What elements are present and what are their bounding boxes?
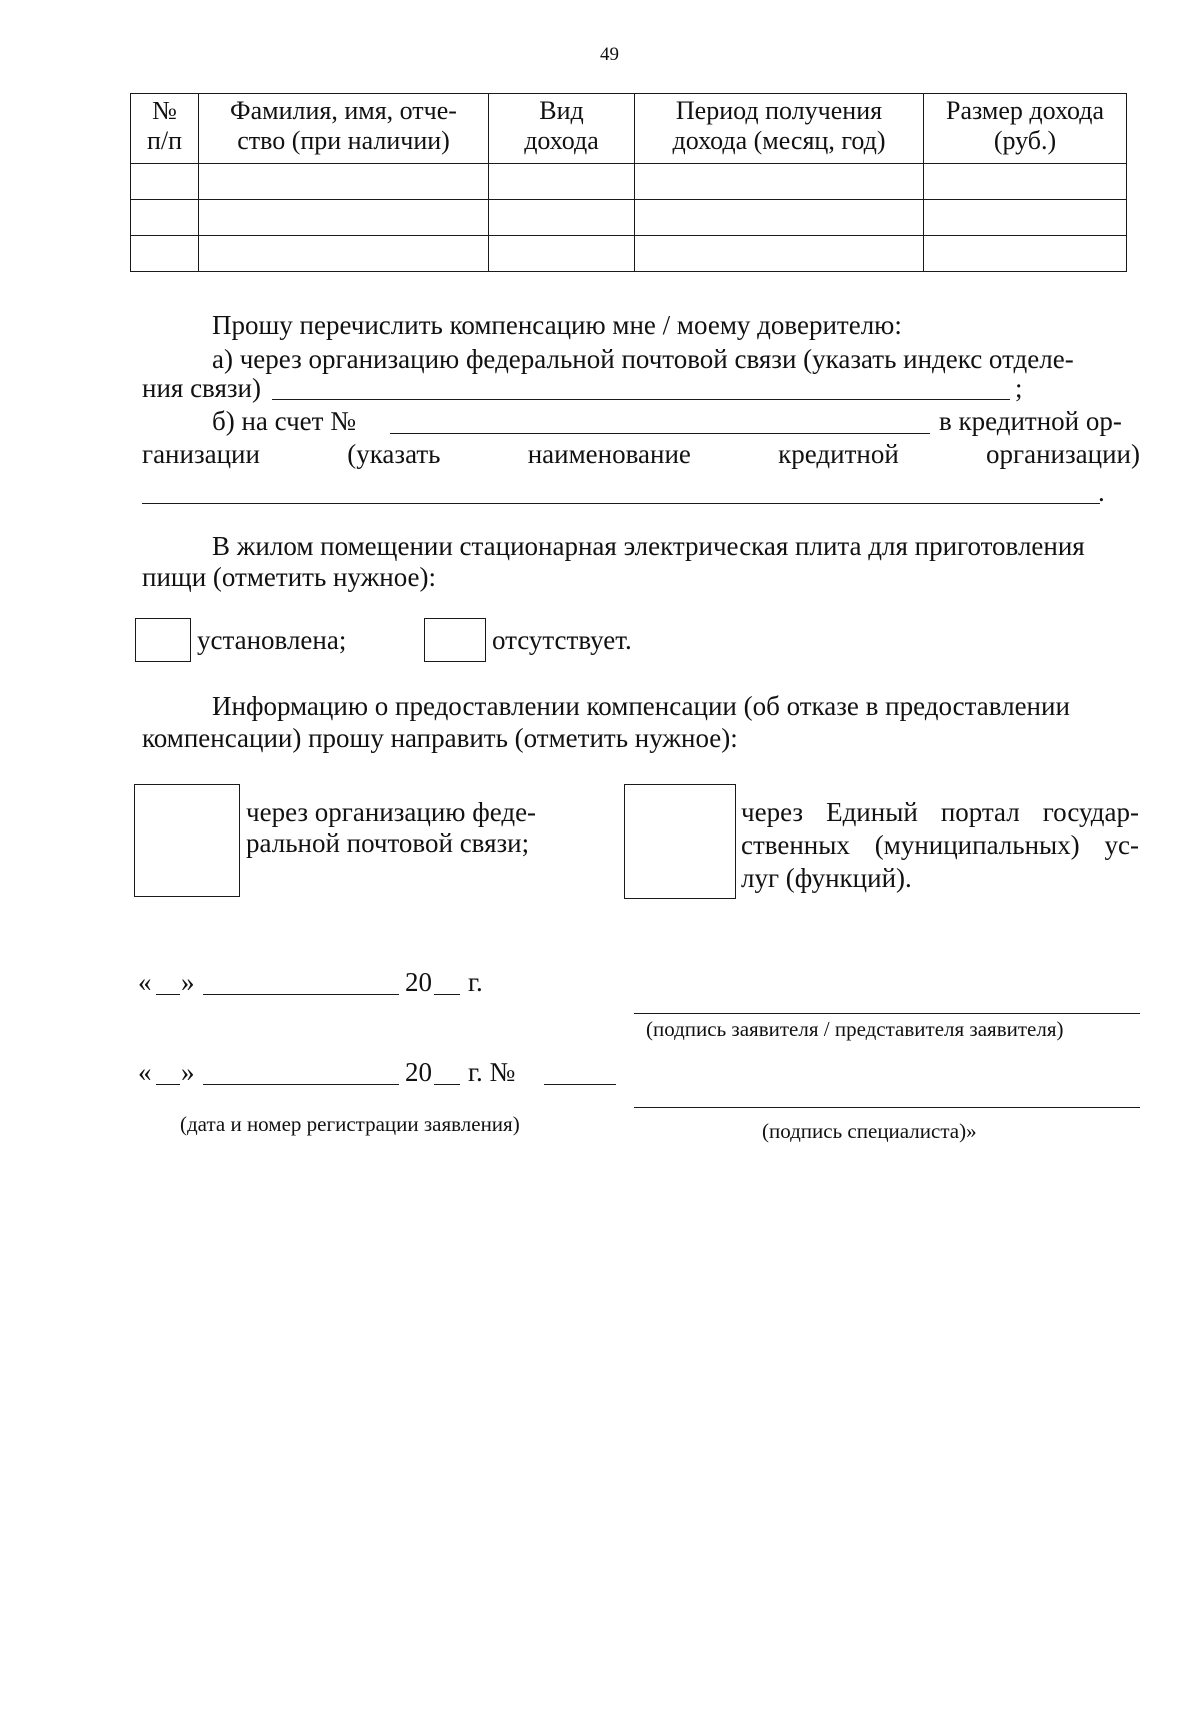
registration-number-label: г. №	[468, 1057, 516, 1087]
transfer-intro: Прошу перечислить компенсацию мне / моему доверителю:	[212, 310, 902, 340]
registration-caption: (дата и номер регистрации заявления)	[180, 1112, 520, 1136]
registration-number-field[interactable]	[544, 1084, 616, 1085]
stove-installed-label: установлена;	[197, 625, 347, 655]
stove-question: В жилом помещении стационарная электрическая плита для приготовления	[212, 531, 1085, 561]
notify-post-checkbox[interactable]	[134, 784, 240, 897]
registration-year-prefix: 20	[405, 1057, 432, 1087]
table-row	[131, 200, 1127, 236]
table-cell[interactable]	[924, 164, 1127, 200]
post-index-field[interactable]	[272, 399, 1010, 400]
table-row	[131, 236, 1127, 272]
application-year-prefix: 20	[405, 967, 432, 997]
stove-installed-checkbox[interactable]	[135, 618, 191, 662]
application-date-open-quote: «	[138, 967, 152, 997]
table-row	[131, 164, 1127, 200]
applicant-signature-line[interactable]	[634, 1013, 1140, 1014]
option-b-credit-org-label: в кредитной ор-	[939, 406, 1122, 436]
header-income-period: Период получения дохода (месяц, год)	[635, 94, 924, 164]
notify-portal-label-line1: через Единый портал государ-	[741, 797, 1139, 827]
table-cell[interactable]	[635, 236, 924, 272]
table-cell[interactable]	[635, 200, 924, 236]
notify-question: Информацию о предоставлении компенсации (об отказе в предоставлении	[212, 691, 1070, 721]
table-cell[interactable]	[489, 164, 635, 200]
applicant-signature-caption: (подпись заявителя / представителя заявителя)	[646, 1017, 1064, 1041]
application-day-field[interactable]	[156, 994, 180, 995]
notify-portal-label-line3: луг (функций).	[741, 863, 912, 893]
table-cell[interactable]	[635, 164, 924, 200]
registration-month-field[interactable]	[203, 1084, 399, 1085]
notify-portal-label-line2: ственных (муниципальных) ус-	[741, 830, 1139, 860]
table-cell[interactable]	[924, 236, 1127, 272]
header-number: № п/п	[131, 94, 199, 164]
table-cell[interactable]	[199, 200, 489, 236]
header-income-amount: Размер дохода (руб.)	[924, 94, 1127, 164]
stove-absent-label: отсутствует.	[492, 625, 632, 655]
income-table	[130, 93, 1127, 272]
notify-post-label-line1: через организацию феде-	[246, 797, 537, 827]
application-month-field[interactable]	[203, 994, 399, 995]
page-number: 49	[600, 44, 619, 65]
table-cell[interactable]	[131, 164, 199, 200]
specialist-signature-caption: (подпись специалиста)»	[762, 1119, 977, 1143]
table-cell[interactable]	[924, 200, 1127, 236]
table-cell[interactable]	[489, 236, 635, 272]
option-a-text: а) через организацию федеральной почтовой связи (указать индекс отделе-	[212, 344, 1074, 374]
specialist-signature-line[interactable]	[634, 1107, 1140, 1108]
table-cell[interactable]	[489, 200, 635, 236]
registration-date-close-quote: »	[181, 1057, 195, 1087]
application-date-close-quote: »	[181, 967, 195, 997]
table-cell[interactable]	[199, 236, 489, 272]
account-number-field[interactable]	[390, 433, 930, 434]
registration-date-open-quote: «	[138, 1057, 152, 1087]
header-income-type: Вид дохода	[489, 94, 635, 164]
header-full-name: Фамилия, имя, отче- ство (при наличии)	[199, 94, 489, 164]
notify-question-continuation: компенсации) прошу направить (отметить нужное):	[142, 723, 738, 753]
table-header-row	[131, 94, 1127, 164]
credit-org-name-field[interactable]	[142, 503, 1100, 504]
option-b-continuation: ганизации (указать наименование кредитной организации)	[142, 439, 1140, 469]
stove-question-continuation: пищи (отметить нужное):	[142, 562, 437, 592]
application-year-field[interactable]	[434, 994, 460, 995]
notify-portal-checkbox[interactable]	[624, 784, 736, 899]
registration-year-field[interactable]	[434, 1084, 460, 1085]
registration-day-field[interactable]	[156, 1084, 180, 1085]
notify-post-label-line2: ральной почтовой связи;	[246, 828, 530, 858]
stove-absent-checkbox[interactable]	[424, 618, 486, 662]
option-a-continuation: ния связи)	[142, 373, 261, 403]
table-cell[interactable]	[131, 200, 199, 236]
option-b-text: б) на счет №	[212, 406, 356, 436]
option-a-semicolon: ;	[1015, 373, 1023, 403]
option-b-period: .	[1098, 477, 1105, 507]
table-cell[interactable]	[199, 164, 489, 200]
application-year-suffix: г.	[468, 967, 483, 997]
table-cell[interactable]	[131, 236, 199, 272]
